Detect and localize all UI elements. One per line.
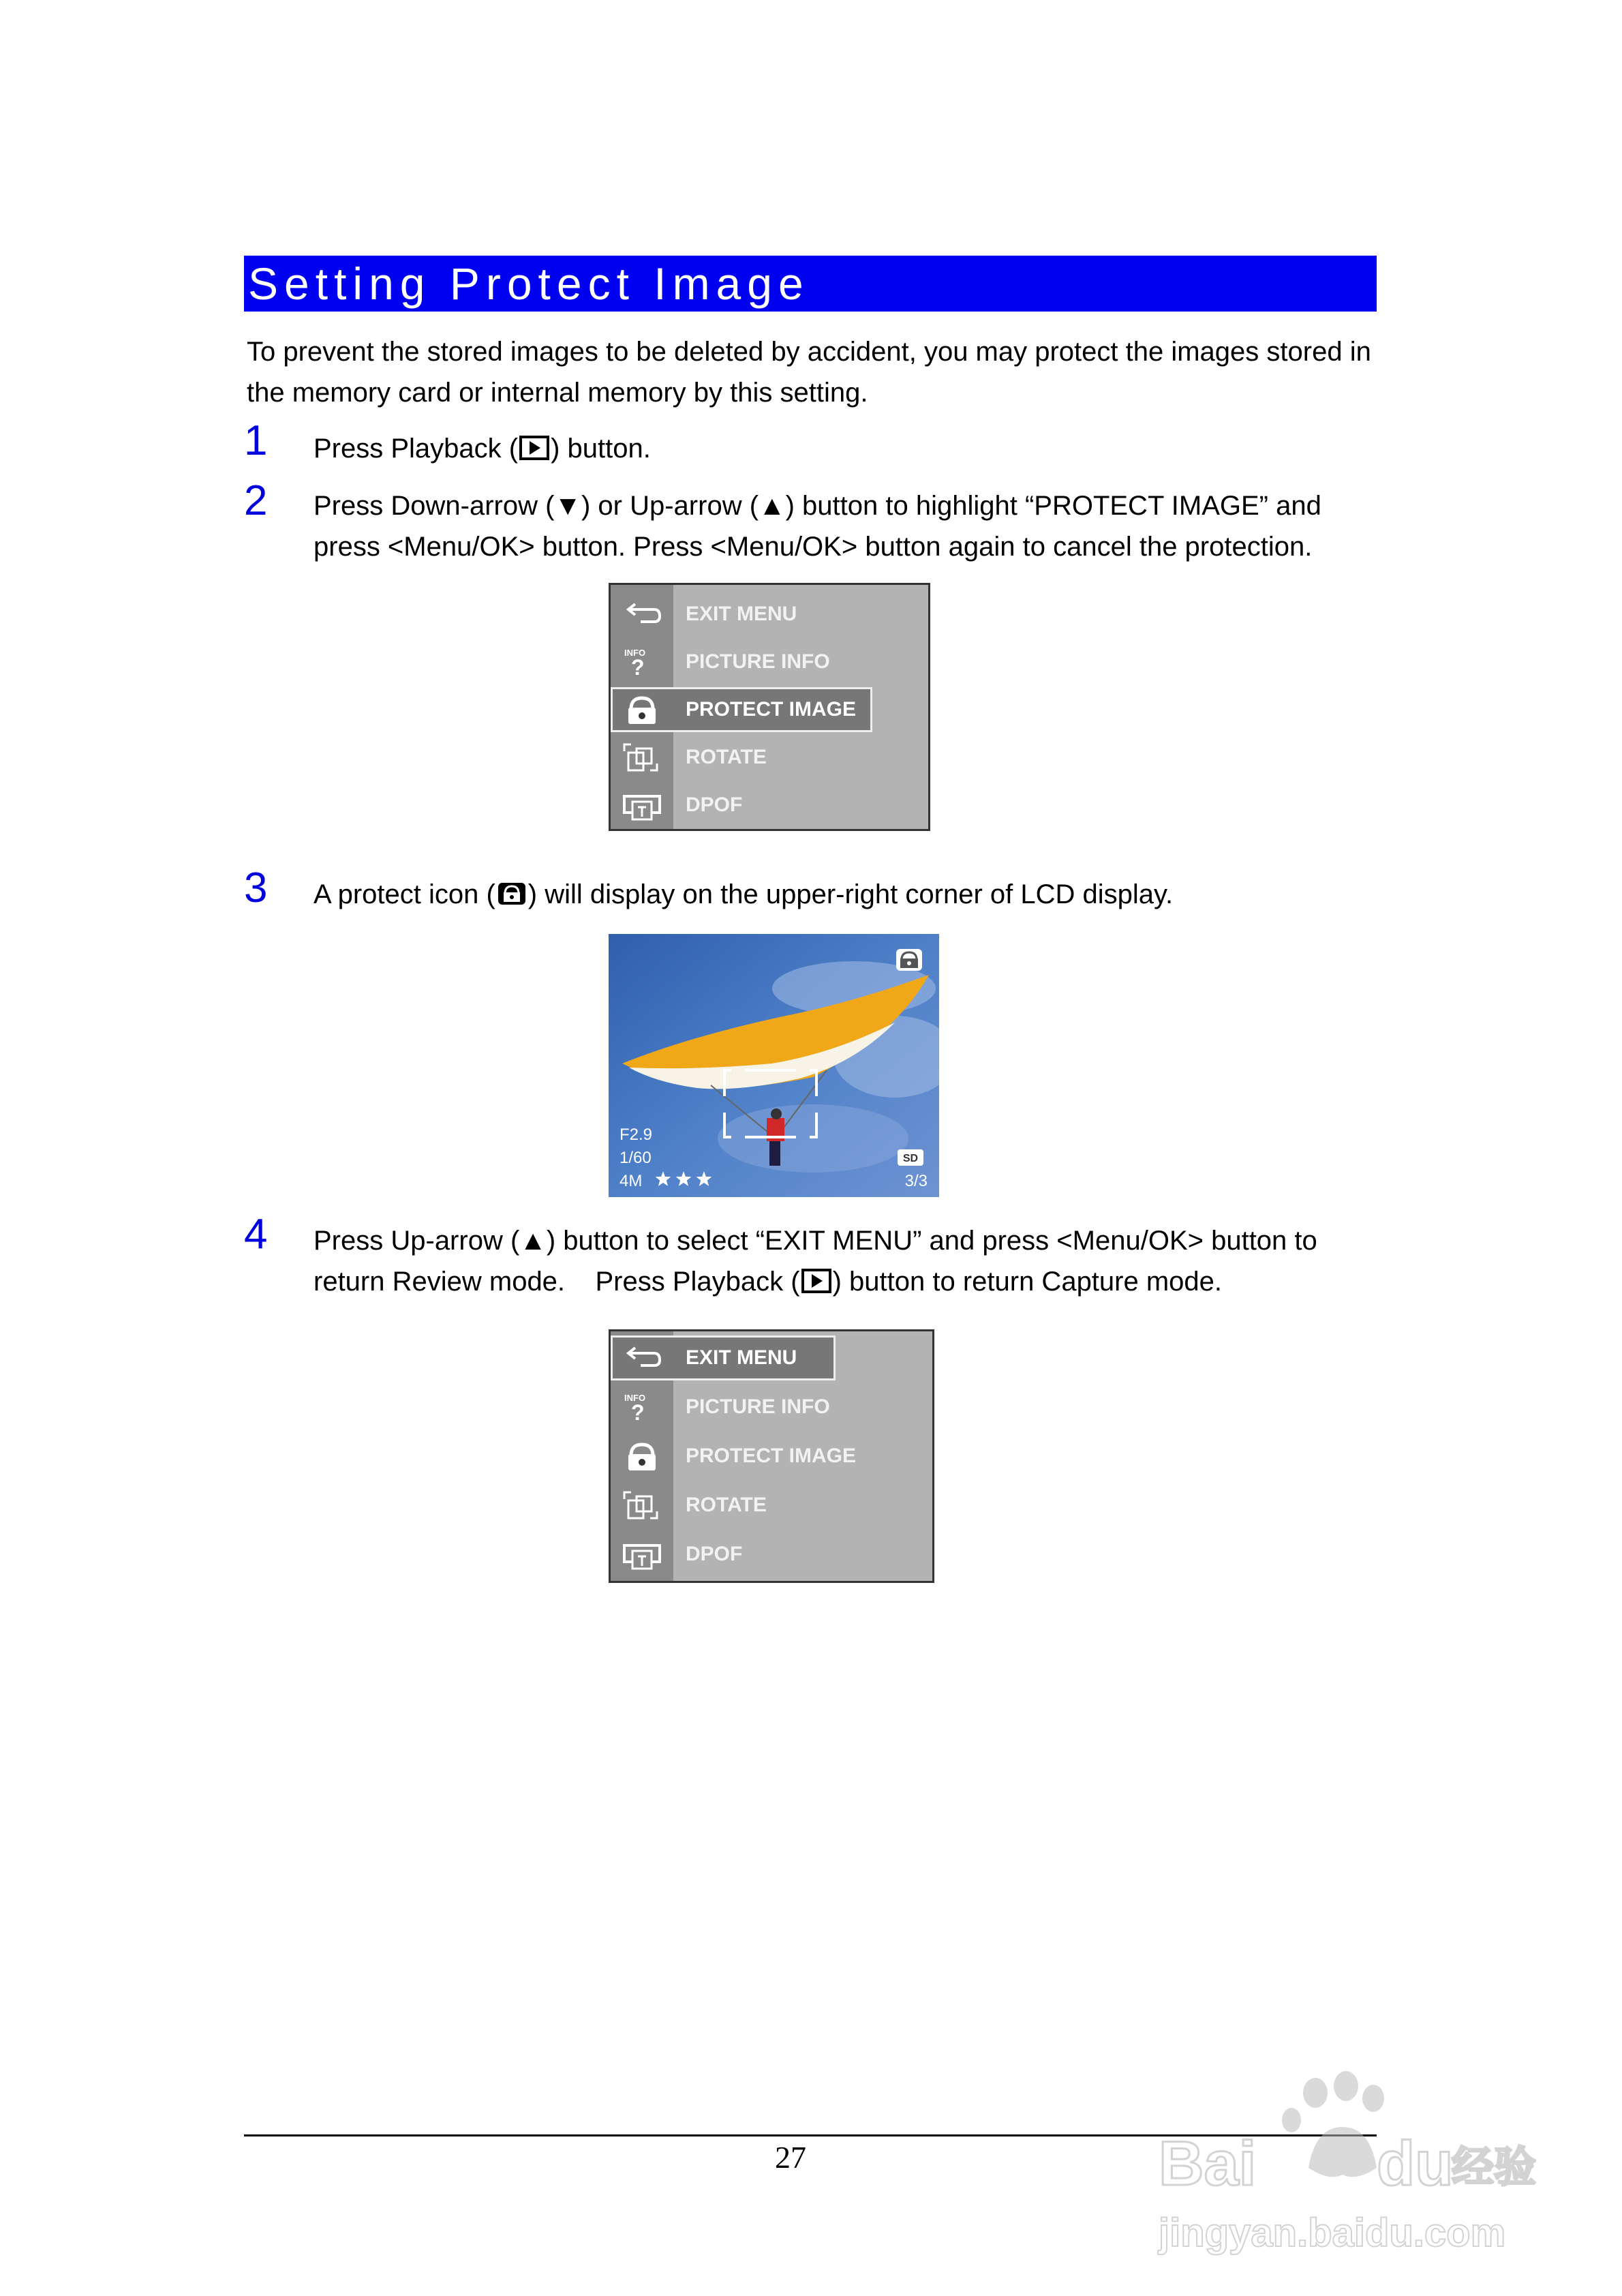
info-question-icon xyxy=(620,1391,664,1423)
lcd-resolution: 4M xyxy=(619,1172,643,1190)
step-3-number: 3 xyxy=(244,864,268,911)
dpof-print-icon xyxy=(620,789,664,821)
return-arrow-icon xyxy=(620,599,664,630)
watermark-brand2: du xyxy=(1377,2129,1454,2199)
step-3-text: A protect icon ( ) will display on the upper-right corner of LCD display. xyxy=(313,879,1174,909)
page-number: 27 xyxy=(775,2140,806,2175)
lcd-aperture: F2.9 xyxy=(619,1126,653,1144)
playback-icon xyxy=(519,436,549,460)
lcd-preview xyxy=(609,934,939,1197)
lcd-shutter: 1/60 xyxy=(619,1149,652,1167)
menu-item-dpof[interactable]: DPOF xyxy=(611,1530,932,1578)
menu-item-rotate[interactable]: ROTATE xyxy=(611,734,928,781)
protect-lock-icon xyxy=(620,1440,664,1472)
baidu-watermark xyxy=(1152,2066,1547,2270)
intro-paragraph: To prevent the stored images to be deleted by accident, you may protect the images stored in the memory card or internal memory by this setting. xyxy=(247,337,1371,408)
menu-item-rotate[interactable]: ROTATE xyxy=(611,1481,932,1529)
protect-lock-icon xyxy=(620,694,664,725)
camera-menu-exit xyxy=(609,1329,934,1583)
menu-item-protect-image[interactable]: PROTECT IMAGE xyxy=(611,686,928,734)
menu-item-exit[interactable]: EXIT MENU xyxy=(611,590,928,638)
rotate-icon xyxy=(620,1490,664,1521)
menu-item-protect-image[interactable]: PROTECT IMAGE xyxy=(611,1432,932,1480)
svg-text:INFO: INFO xyxy=(624,1393,646,1403)
step-1-number: 1 xyxy=(244,417,268,464)
dpof-print-icon xyxy=(620,1539,664,1570)
menu-item-exit[interactable]: EXIT MENU xyxy=(611,1334,932,1382)
step-2-number: 2 xyxy=(244,477,268,524)
menu-item-picture-info[interactable]: INFO ? PICTURE INFO xyxy=(611,638,928,686)
svg-text:?: ? xyxy=(631,655,645,678)
playback-icon xyxy=(801,1269,831,1293)
lcd-protect-icon xyxy=(896,949,922,971)
menu-item-dpof[interactable]: DPOF xyxy=(611,781,928,829)
lcd-storage: SD xyxy=(902,1153,919,1164)
step-4-number: 4 xyxy=(244,1211,268,1258)
info-question-icon xyxy=(620,646,664,678)
page-title: Setting Protect Image xyxy=(244,256,1377,312)
lcd-frame-count: 3/3 xyxy=(904,1172,928,1190)
return-arrow-icon xyxy=(620,1342,664,1374)
watermark-brand: Bai xyxy=(1159,2129,1257,2199)
camera-menu-protect xyxy=(609,583,930,831)
step-4-text: Press Up-arrow (▲) button to select “EXIT MENU” and press <Menu/OK> button to return Review mode. Press Playback ( ) button to return Capture mode. xyxy=(313,1226,1317,1297)
svg-text:?: ? xyxy=(631,1400,645,1423)
watermark-cn: 经验 xyxy=(1452,2142,1537,2192)
protect-icon xyxy=(497,881,527,906)
rotate-icon xyxy=(620,742,664,773)
watermark-url: jingyan.baidu.com xyxy=(1159,2211,1506,2255)
svg-text:INFO: INFO xyxy=(624,648,646,658)
menu-item-picture-info[interactable]: INFO ? PICTURE INFO xyxy=(611,1383,932,1431)
step-1-text: Press Playback ( ) button. xyxy=(313,434,651,464)
paw-icon xyxy=(1282,2071,1384,2177)
step-2-text: Press Down-arrow (▼) or Up-arrow (▲) button to highlight “PROTECT IMAGE” and press <Menu/OK> button. Press <Menu/OK> button again to cancel the protection. xyxy=(313,491,1321,562)
